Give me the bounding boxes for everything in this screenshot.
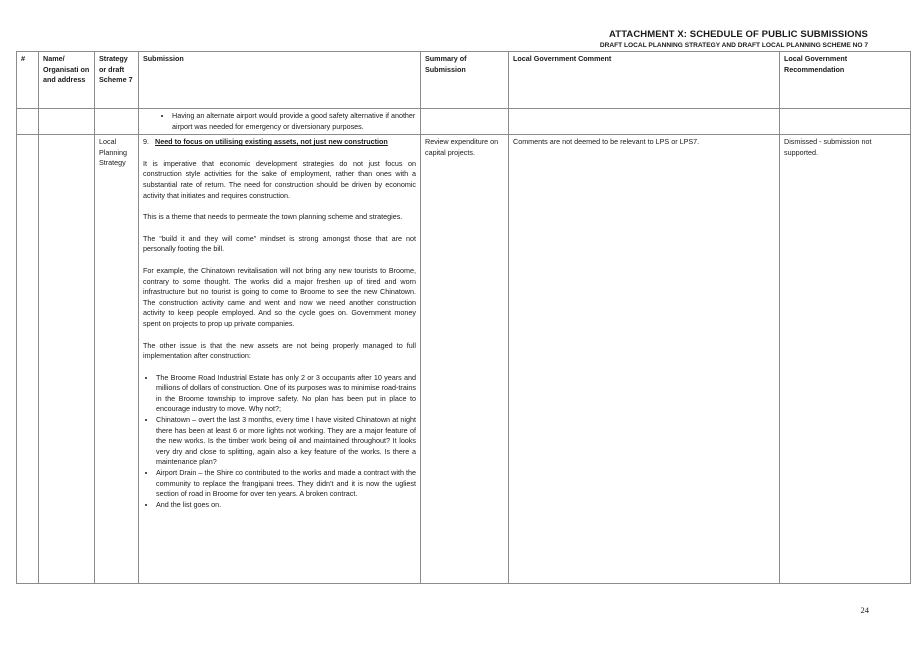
cell-summary-empty xyxy=(421,109,509,135)
cell-submission xyxy=(139,135,421,584)
list-item: • The Broome Road Industrial Estate has only 2 or 3 occupants after 10 years and millions of dollars of construction. One of its purposes was to minimise road-trains in the Broome township to improve safety. No plan has been put in place to encourage industry to move. Why not?; xyxy=(156,373,416,415)
table-header-row xyxy=(17,52,911,109)
col-header-comment: Local Government Comment xyxy=(509,52,780,109)
table-row xyxy=(17,135,911,584)
submission-paragraph: The other issue is that the new assets are not being properly managed to full implementation after construction: xyxy=(143,340,416,361)
cell-strategy: Local Planning Strategy xyxy=(95,135,139,584)
cell-number-empty xyxy=(17,109,39,135)
col-header-recommendation: Local Government Recommendation xyxy=(780,52,911,109)
list-item: • Airport Drain – the Shire co contributed to the works and made a contract with the community to replace the frangipani trees. They didn’t and it is now the ugliest section of road in Broome for over ten years. A broken contract. xyxy=(156,468,416,500)
document-title: ATTACHMENT X: SCHEDULE OF PUBLIC SUBMISSIONS xyxy=(609,29,868,40)
submission-paragraph: It is imperative that economic development strategies do not just focus on construction style activities for the sake of employment, rather than ones with a substantial rate of return. The need for construction should be driven by economic activity that initiates and requires construction. xyxy=(143,158,416,200)
col-header-submission: Submission xyxy=(139,52,421,109)
continuation-bullet: • Having an alternate airport would provide a good safety alternative if another airport was needed for emergency or diversionary purposes. xyxy=(172,111,416,132)
cell-summary: Review expenditure on capital projects. xyxy=(421,135,509,584)
submissions-table xyxy=(16,51,911,584)
item-title: Need to focus on utilising existing assets, not just new construction xyxy=(155,137,388,147)
submission-bullet-list xyxy=(143,373,416,511)
cell-recommendation: Dismissed - submission not supported. xyxy=(780,135,911,584)
cell-strategy-empty xyxy=(95,109,139,135)
submission-item-heading xyxy=(143,137,416,148)
page-number: 24 xyxy=(860,605,869,615)
cell-recommendation-empty xyxy=(780,109,911,135)
list-item: • And the list goes on. xyxy=(156,500,416,511)
cell-submission-continued xyxy=(139,109,421,135)
cell-number xyxy=(17,135,39,584)
table-row-continuation xyxy=(17,109,911,135)
col-header-strategy: Strategy or draft Scheme 7 xyxy=(95,52,139,109)
document-subtitle: DRAFT LOCAL PLANNING STRATEGY AND DRAFT LOCAL PLANNING SCHEME NO 7 xyxy=(599,42,868,49)
submission-paragraph: For example, the Chinatown revitalisation will not bring any new tourists to Broome, contrary to some thought. The works did a major freshen up of tired and worn infrastructure but no tourist is going to come to Broome to see the new Chinatown. The construction activity came and went and now we need another construction activity to keep people employed. And so the cycle goes on. Government money spent on projects to prop up private companies. xyxy=(143,265,416,328)
cell-comment-empty xyxy=(509,109,780,135)
submission-paragraph: The “build it and they will come” mindset is strong amongst those that are not personally footing the bill. xyxy=(143,233,416,254)
item-number: 9. xyxy=(143,137,149,147)
col-header-number: # xyxy=(17,52,39,109)
col-header-name: Name/ Organisati on and address xyxy=(39,52,95,109)
cell-name-empty xyxy=(39,109,95,135)
submission-paragraph: This is a theme that needs to permeate the town planning scheme and strategies. xyxy=(143,212,403,222)
list-item: • Chinatown – overt the last 3 months, every time I have visited Chinatown at night there has been at least 6 or more lights not working. They are a major feature of the new works. Is the timber work being oil and maintained throughout? It looks very dry and close to splitting, again also a key feature of the works. Is there a maintenance plan? xyxy=(156,415,416,468)
col-header-summary: Summary of Submission xyxy=(421,52,509,109)
cell-comment: Comments are not deemed to be relevant to LPS or LPS7. xyxy=(509,135,780,584)
cell-name xyxy=(39,135,95,584)
